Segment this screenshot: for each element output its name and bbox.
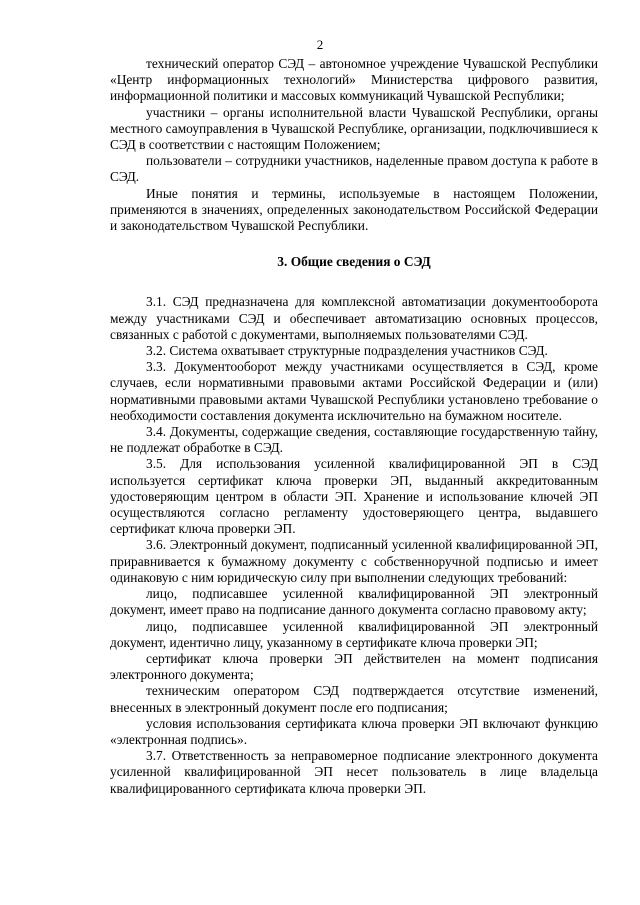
requirement-item-3: сертификат ключа проверки ЭП действителен на момент подписания электронного документа; xyxy=(110,650,598,683)
paragraph-3-2: 3.2. Система охватывает структурные подразделения участников СЭД. xyxy=(146,343,548,359)
paragraph-3-3: 3.3. Документооборот между участниками осуществляется в СЭД, кроме случаев, если нормативными правовыми актами Российской Федерации и (или) нормативными правовыми актами Чувашской Республики установлено требование о необходимости составления документа исключительно на бумажном носителе. xyxy=(110,359,598,423)
paragraph-3-7: 3.7. Ответственность за неправомерное подписание электронного документа усиленной квалифицированной ЭП несет пользователь в лице владельца квалифицированного сертификата ключа проверки ЭП. xyxy=(110,748,598,796)
paragraph-3-4: 3.4. Документы, содержащие сведения, составляющие государственную тайну, не подлежат обработке в СЭД. xyxy=(110,424,598,456)
page-number: 2 xyxy=(316,37,324,52)
section-heading: 3. Общие сведения о СЭД xyxy=(277,254,431,270)
requirement-item-4: техническим оператором СЭД подтверждается отсутствие изменений, внесенных в электронный документ после его подписания; xyxy=(110,683,598,715)
requirement-item-5: условия использования сертификата ключа проверки ЭП включают функцию «электронная подпись». xyxy=(110,715,598,747)
paragraph-3-6: 3.6. Электронный документ, подписанный усиленной квалифицированной ЭП, приравнивается к бумажному документу с собственноручной подписью и имеет одинаковую с ним юридическую силу при выполнении следующих требований: xyxy=(110,537,598,585)
paragraph-technical-operator: технический оператор СЭД – автономное учреждение Чувашской Республики «Центр информационных технологий» Министерства цифрового развития, информационной политики и массовых коммуникаций Чувашской Республики; xyxy=(110,56,598,104)
document-body xyxy=(110,56,598,797)
requirement-item-2: лицо, подписавшее усиленной квалифицированной ЭП электронный документ, идентично лицу, указанному в сертификате ключа проверки ЭП; xyxy=(110,618,598,650)
paragraph-other-terms: Иные понятия и термины, используемые в настоящем Положении, применяются в значениях, определенных законодательством Российской Федерации и законодательством Чувашской Республики. xyxy=(110,185,598,234)
requirement-item-1: лицо, подписавшее усиленной квалифицированной ЭП электронный документ, имеет право на подписание данного документа согласно правовому акту; xyxy=(110,586,598,618)
paragraph-users: пользователи – сотрудники участников, наделенные правом доступа к работе в СЭД. xyxy=(110,153,598,185)
paragraph-3-1: 3.1. СЭД предназначена для комплексной автоматизации документооборота между участниками СЭД и обеспечивает автоматизацию основных процессов, связанных с работой с документами, выполняемых пользователями СЭД. xyxy=(110,294,598,342)
paragraph-3-5: 3.5. Для использования усиленной квалифицированной ЭП в СЭД используется сертификат ключа проверки ЭП, выданный аккредитованным удостоверяющим центром в области ЭП. Хранение и использование ключей ЭП осуществляются согласно регламенту удостоверяющего центра, выдавшего сертификат ключа проверки ЭП. xyxy=(110,456,598,537)
paragraph-participants: участники – органы исполнительной власти Чувашской Республики, органы местного самоуправления в Чувашской Республике, организации, подключившиеся к СЭД в соответствии с настоящим Положением; xyxy=(110,104,598,153)
